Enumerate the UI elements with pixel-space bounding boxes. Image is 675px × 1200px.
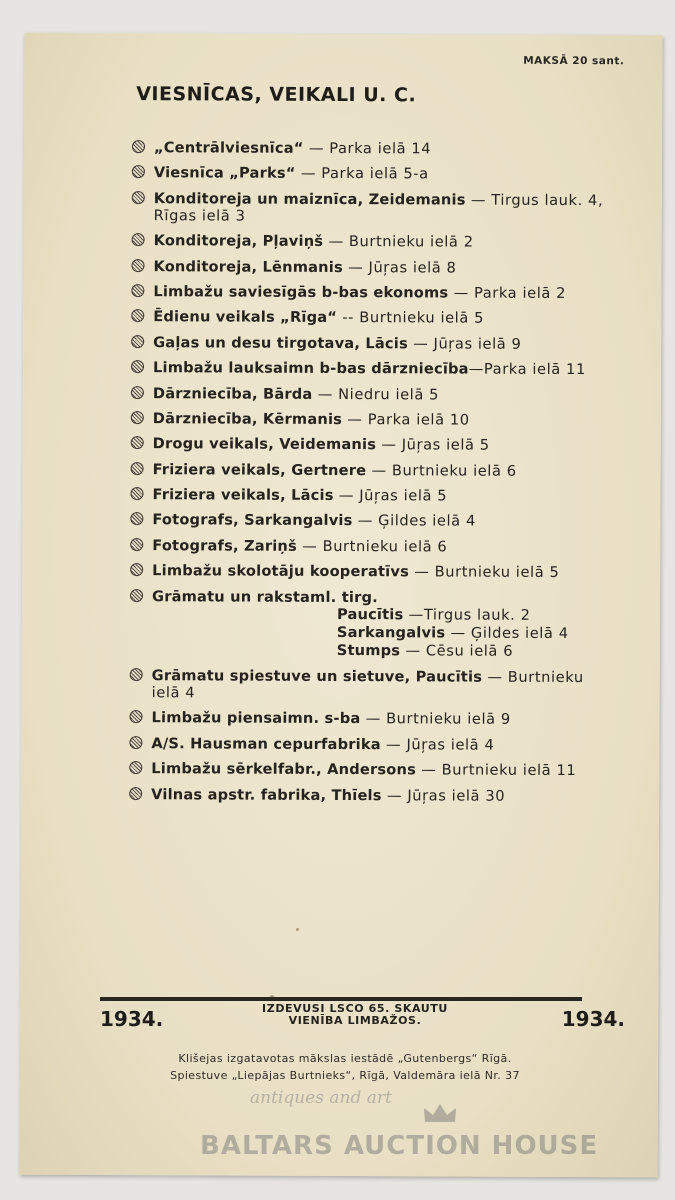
bullet-icon	[131, 309, 144, 322]
list-item	[132, 232, 617, 251]
entry-address: — Burtnieku ielā 9	[360, 710, 511, 729]
entry-name: Viesnīca „Parks“	[153, 164, 296, 183]
entry-name: Konditoreja, Lēnmanis	[153, 257, 343, 276]
entry-name: Ēdienu veikals „Rīga“	[153, 308, 338, 327]
entry-name: Friziera veikals, Lācis	[152, 486, 334, 505]
bullet-icon	[130, 668, 143, 681]
entry-address: — Burtnieku ielā 2	[323, 233, 474, 251]
bullet-icon	[130, 513, 143, 526]
sub-item-address: —Tirgus lauk. 2	[403, 605, 531, 624]
entry-address: — Jūŗas ielā 9	[407, 335, 522, 353]
entry-name: Dārzniecība, Bārda	[152, 384, 313, 403]
entry-address: — Jūŗas ielā 5	[376, 436, 490, 454]
entry-name: Grāmatu un rakstaml. tirg.	[151, 587, 378, 606]
entry-name: „Centrālviesnīca“	[153, 139, 304, 157]
sub-item	[337, 642, 615, 661]
bullet-icon	[131, 436, 144, 449]
printer-credit: Klišejas izgatavotas mākslas iestādē „Gutenbergs“ Rīgā.	[178, 1052, 512, 1065]
entry-address: — Parka ielā 14	[303, 139, 432, 158]
list-item	[130, 537, 615, 556]
entry-name: Konditoreja un maiznīca, Zeidemanis	[153, 189, 466, 209]
entry-name: Konditoreja, Pļaviņš	[153, 232, 324, 251]
entry-address: — Burtnieku ielā 11	[415, 761, 577, 780]
list-item	[129, 710, 614, 729]
entry-name: Limbažu piensaimn. s-ba	[151, 709, 361, 728]
publisher-line: VIENĪBA LIMBAŽOS.	[288, 1014, 422, 1027]
entry-address: — Parka ielā 10	[342, 410, 470, 429]
list-item	[130, 667, 615, 703]
bullet-icon	[131, 386, 144, 399]
price-label: MAKSĀ 20 sant.	[523, 54, 625, 68]
entry-address: — Burtnieku ielā 6	[296, 537, 448, 556]
entry-name: Drogu veikals, Veidemanis	[152, 435, 377, 454]
list-item	[131, 359, 616, 378]
bullet-icon	[132, 233, 145, 246]
bullet-icon	[129, 736, 142, 749]
entry-name: Fotografs, Sarkangalvis	[152, 511, 353, 530]
year-left: 1934.	[100, 1007, 164, 1031]
entry-name: Fotografs, Zariņš	[152, 537, 297, 555]
crown-icon	[422, 1102, 458, 1124]
bullet-icon	[131, 335, 144, 348]
bookshop-sublist	[152, 605, 615, 661]
list-item	[131, 435, 616, 454]
entry-name: Limbažu lauksaimn b-bas dārzniecība	[152, 359, 469, 378]
entry-address: — Parka ielā 5-a	[295, 165, 429, 183]
list-item	[131, 410, 616, 429]
sub-item-address: — Cēsu ielā 6	[400, 641, 514, 660]
bullet-icon	[131, 411, 144, 424]
entry-address: — Tirgus lauk. 4, Rīgas ielā 3	[153, 191, 604, 225]
printer-credit: Spiestuve „Liepājas Burtnieks“, Rīgā, Valdemāra ielā Nr. 37	[170, 1069, 520, 1082]
bullet-icon	[130, 487, 143, 500]
entry-address: — Jūŗas ielā 4	[380, 735, 495, 754]
list-item	[129, 735, 614, 754]
bullet-icon	[132, 165, 145, 178]
list-item	[131, 308, 616, 327]
entry-address: — Jūŗas ielā 8	[342, 258, 457, 277]
sub-item	[337, 624, 615, 643]
bullet-icon	[131, 284, 144, 297]
entry-name: Limbažu skolotāju kooperatīvs	[152, 562, 410, 581]
paper-stain	[296, 928, 299, 931]
sub-item	[337, 606, 615, 625]
list-item	[130, 512, 615, 531]
entry-address: — Niedru ielā 5	[312, 385, 440, 403]
entry-name: Grāmatu spiestuve un sietuve, Paucītis	[151, 667, 483, 686]
list-item	[131, 258, 616, 277]
list-item	[130, 486, 615, 505]
sub-item-name: Stumps	[336, 641, 401, 659]
publisher-line: IZDEVUSI LSCO 65. SKAUTU	[262, 1002, 448, 1015]
bullet-icon	[129, 787, 142, 800]
bullet-icon	[132, 191, 145, 204]
list-item	[130, 562, 615, 581]
entry-address: — Burtnieku ielā 5	[408, 563, 560, 582]
entry-address: — Burtnieku ielā 6	[366, 461, 517, 480]
bullet-icon	[129, 761, 142, 774]
bullet-icon	[131, 360, 144, 373]
directory-list	[129, 139, 617, 813]
list-item	[132, 139, 617, 158]
list-item	[131, 461, 616, 480]
year-right: 1934.	[561, 1007, 625, 1031]
entry-address: — Parka ielā 2	[448, 284, 567, 302]
page-title: VIESNĪCAS, VEIKALI U. C.	[136, 83, 417, 107]
entry-name: Friziera veikals, Gertnere	[152, 460, 367, 479]
list-item	[131, 385, 616, 404]
footer-rule	[100, 997, 582, 1001]
entry-address: — Jūŗas ielā 5	[333, 487, 448, 505]
entry-address: -- Burtnieku ielā 5	[337, 309, 485, 327]
bullet-icon	[130, 563, 143, 576]
list-item-bookshops	[130, 588, 615, 661]
entry-address: —Parka ielā 11	[468, 360, 586, 379]
entry-name: Gaļas un desu tirgotava, Lācis	[153, 333, 408, 353]
watermark-brand: BALTARS AUCTION HOUSE	[200, 1131, 599, 1161]
entry-name: A/S. Hausman cepurfabrika	[151, 734, 381, 753]
entry-name: Limbažu saviesīgās b-bas ekonoms	[153, 283, 449, 302]
list-item	[129, 786, 614, 805]
sub-item-name: Paucītis	[336, 605, 404, 623]
list-item	[132, 164, 617, 183]
publisher	[230, 1003, 480, 1027]
bullet-icon	[131, 462, 144, 475]
list-item	[131, 283, 616, 302]
watermark-tagline: antiques and art	[250, 1088, 392, 1108]
list-item	[132, 190, 617, 226]
entry-name: Limbažu sērkelfabr., Andersons	[151, 760, 417, 779]
bullet-icon	[131, 259, 144, 272]
bullet-icon	[129, 711, 142, 724]
sub-item-address: — Ģildes ielā 4	[445, 624, 569, 642]
entry-name: Dārzniecība, Kērmanis	[152, 410, 343, 428]
entry-name: Vilnas apstr. fabrika, Thīels	[151, 785, 382, 804]
bullet-icon	[132, 140, 145, 153]
bullet-icon	[130, 589, 143, 602]
entry-address: — Jūŗas ielā 30	[381, 786, 506, 805]
entry-address: — Ģildes ielā 4	[352, 512, 476, 531]
sub-item-name: Sarkangalvis	[336, 623, 446, 642]
bullet-icon	[130, 538, 143, 551]
list-item	[129, 760, 614, 779]
list-item	[131, 334, 616, 353]
entry-address: — Burtnieku ielā 4	[151, 668, 584, 702]
